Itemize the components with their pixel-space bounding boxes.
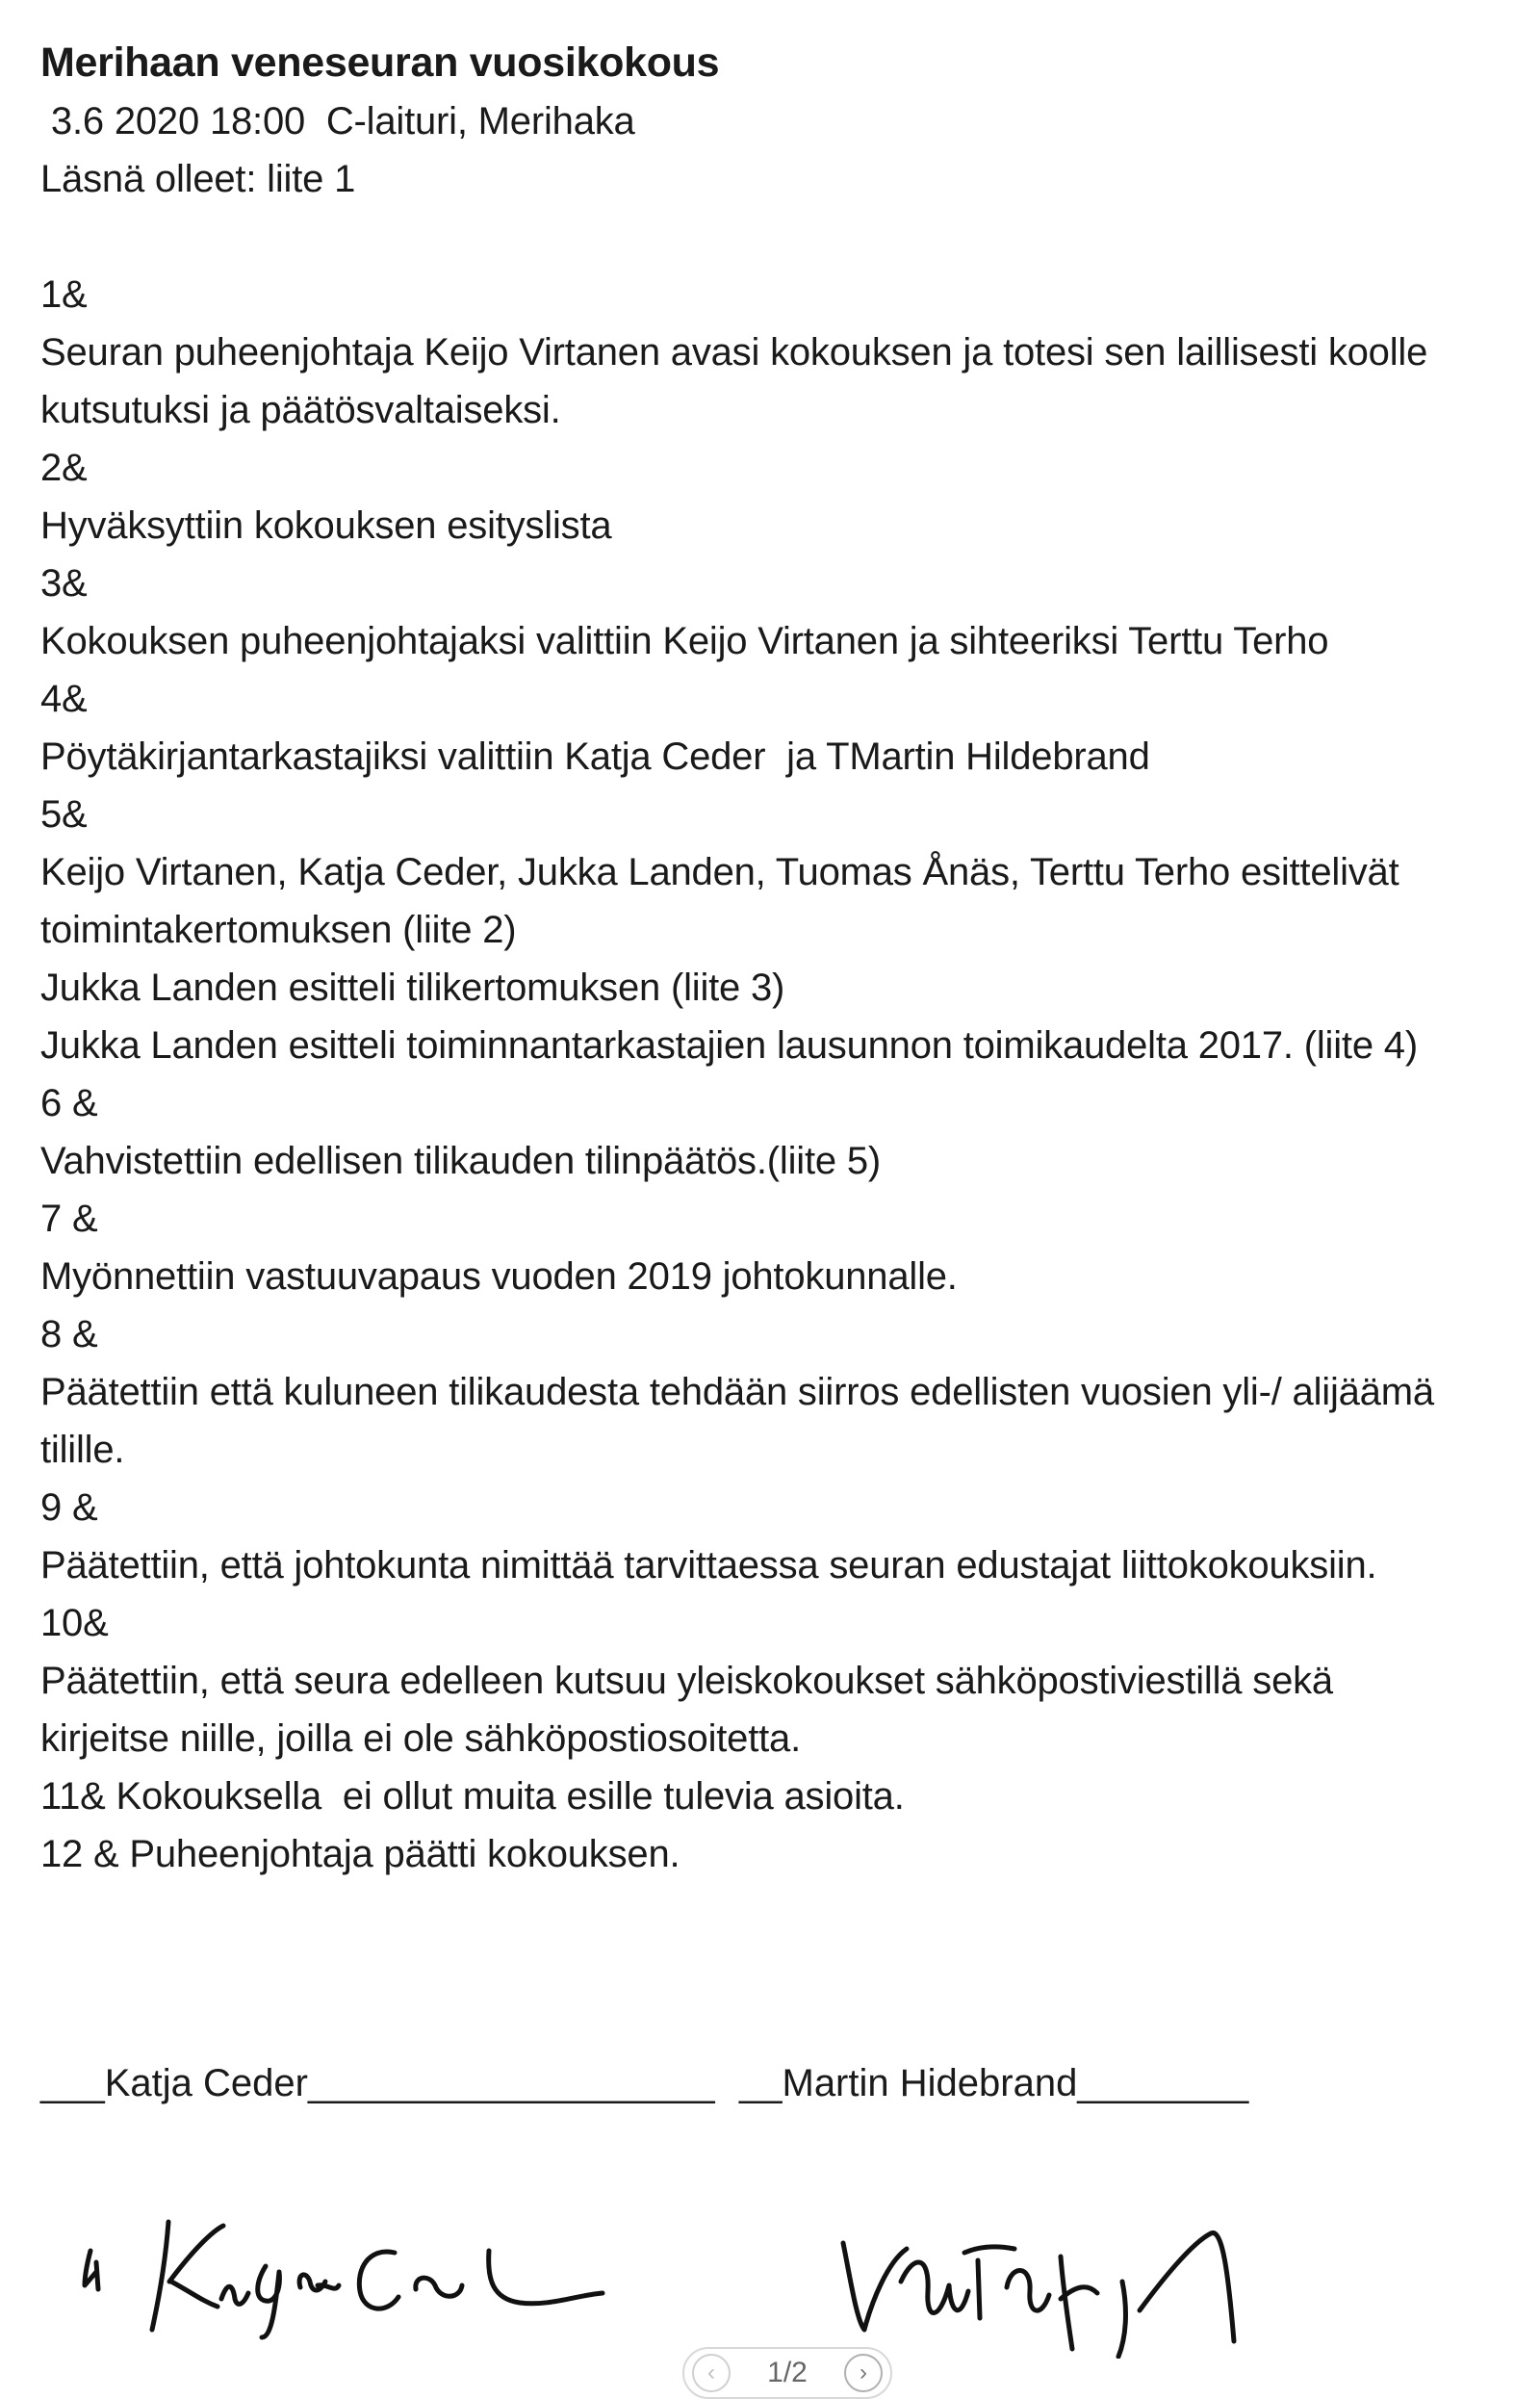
chevron-left-icon: ‹ [707,2360,715,2386]
attendance-line: Läsnä olleet: liite 1 [40,158,356,200]
page-navigator [682,2347,892,2399]
document-body [40,33,1513,1883]
minutes-line: 3& [40,562,88,605]
minutes-line: 11& Kokouksella ei ollut muita esille tulevia asioita. [40,1775,905,1818]
handwritten-signature-martin [834,2214,1276,2359]
minutes-line: Vahvistettiin edellisen tilikauden tilinpäätös.(liite 5) [40,1140,881,1182]
minutes-line: kutsutuksi ja päätösvaltaiseksi. [40,389,561,431]
minutes-line: 10& [40,1602,109,1644]
minutes-line: Hyväksyttiin kokouksen esityslista [40,504,612,547]
meeting-date-place: 3.6 2020 18:00 C-laituri, Merihaka [40,100,635,142]
prev-page-button[interactable] [692,2354,731,2392]
minutes-line: 7 & [40,1198,98,1240]
minutes-line: 4& [40,678,88,720]
page-indicator: 1/2 [767,2357,808,2388]
minutes-line: tilille. [40,1429,125,1471]
minutes-line: 12 & Puheenjohtaja päätti kokouksen. [40,1833,680,1875]
minutes-line: Pöytäkirjantarkastajiksi valittiin Katja Ceder ja TMartin Hildebrand [40,735,1150,778]
minutes-line: Päätettiin, että seura edelleen kutsuu yleiskokoukset sähköpostiviestillä sekä [40,1660,1333,1702]
signature-line-martin: __Martin Hidebrand________ [739,2062,1249,2104]
signature-line-katja: ___Katja Ceder___________________ [40,2062,715,2104]
minutes-line: Keijo Virtanen, Katja Ceder, Jukka Landen, Tuomas Ånäs, Terttu Terho esittelivät [40,851,1399,893]
minutes-line: Päätettiin, että johtokunta nimittää tarvittaessa seuran edustajat liittokokouksiin. [40,1544,1377,1586]
chevron-right-icon: › [860,2360,867,2386]
document-title: Merihaan veneseuran vuosikokous [40,39,720,86]
minutes-line: kirjeitse niille, joilla ei ole sähköpostiosoitetta. [40,1717,802,1760]
minutes-line: Kokouksen puheenjohtajaksi valittiin Keijo Virtanen ja sihteeriksi Terttu Terho [40,620,1329,662]
minutes-line: 1& [40,273,88,316]
minutes-line: 2& [40,447,88,489]
minutes-line: Myönnettiin vastuuvapaus vuoden 2019 johtokunnalle. [40,1255,958,1298]
minutes-line: Jukka Landen esitteli tilikertomuksen (liite 3) [40,967,785,1009]
handwritten-signature-katja [77,2193,616,2347]
minutes-line: 9 & [40,1486,98,1529]
minutes-line: 5& [40,793,88,836]
signature-lines [40,2054,1513,2112]
minutes-line: 6 & [40,1082,98,1124]
minutes-line: toimintakertomuksen (liite 2) [40,909,517,951]
spacer [40,208,1513,266]
minutes-line: Seuran puheenjohtaja Keijo Virtanen avasi kokouksen ja totesi sen laillisesti koolle [40,331,1428,374]
next-page-button[interactable] [844,2354,883,2392]
minutes-list [40,266,1513,1883]
minutes-line: Jukka Landen esitteli toiminnantarkastajien lausunnon toimikaudelta 2017. (liite 4) [40,1024,1418,1067]
minutes-line: 8 & [40,1313,98,1355]
minutes-line: Päätettiin että kuluneen tilikaudesta tehdään siirros edellisten vuosien yli-/ alijäämä [40,1371,1434,1413]
